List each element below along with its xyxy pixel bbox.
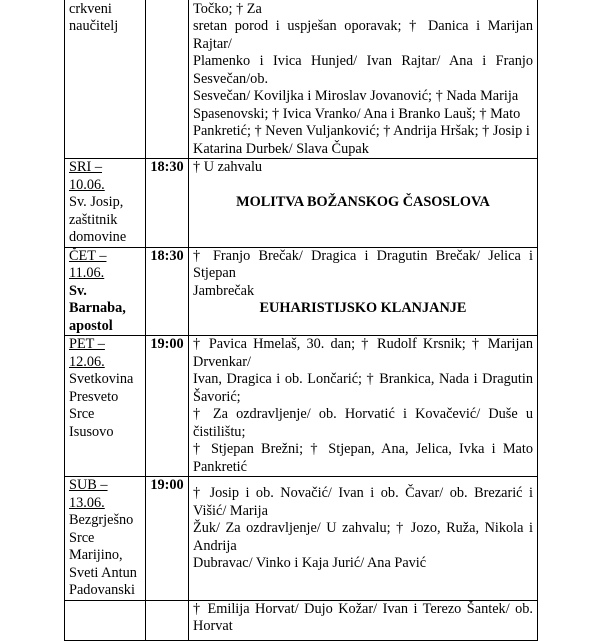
mass-time: 19:00 bbox=[146, 477, 189, 601]
intention-line: Katarina Durbek/ Slava Čupak bbox=[193, 140, 369, 157]
section-title: MOLITVA BOŽANSKOG ČASOSLOVA bbox=[236, 193, 490, 210]
day-cell bbox=[65, 159, 146, 248]
spacer bbox=[193, 477, 533, 485]
schedule-row bbox=[65, 247, 538, 336]
day-cell bbox=[65, 336, 146, 477]
day-cell bbox=[65, 0, 146, 159]
intentions-cell bbox=[189, 600, 538, 640]
mass-time: 18:30 bbox=[146, 247, 189, 336]
saint-name: Svetkovina Presveto Srce Isusovo bbox=[69, 371, 134, 440]
intention-line: Sesvečan/ Koviljka i Miroslav Jovanović; † Nada Marija bbox=[193, 88, 519, 104]
day-cell bbox=[65, 600, 146, 640]
intention-line: sretan porod i uspješan oporavak; † Danica i Marijan Rajtar/ bbox=[193, 18, 533, 52]
schedule-row bbox=[65, 477, 538, 601]
day-date: SRI – 10.06. bbox=[69, 159, 105, 193]
saint-name: Sv. Josip, zaštitnik domovine bbox=[69, 194, 127, 245]
intentions-cell bbox=[189, 0, 538, 159]
schedule-row bbox=[65, 336, 538, 477]
intention-line: Dubravac/ Vinko i Kaja Jurić/ Ana Pavić bbox=[193, 555, 427, 571]
saint-name: Bezgrješno Srce Marijino, Sveti Antun Padovanski bbox=[69, 512, 137, 598]
day-cell bbox=[65, 477, 146, 601]
intention-line: Žuk/ Za ozdravljenje/ U zahvalu; † Jozo, Ruža, Nikola i Andrija bbox=[193, 520, 533, 554]
intention-line: † Za ozdravljenje/ ob. Horvatić i Kovačević/ Duše u čistilištu; bbox=[193, 406, 533, 440]
mass-time: 19:00 bbox=[146, 336, 189, 477]
intentions-cell bbox=[189, 247, 538, 336]
schedule-row bbox=[65, 600, 538, 640]
schedule-body bbox=[65, 0, 538, 640]
mass-time bbox=[146, 600, 189, 640]
day-cell bbox=[65, 247, 146, 336]
schedule-row bbox=[65, 159, 538, 248]
intention-line: Jambrečak bbox=[193, 282, 255, 299]
intention-line: Pankretić; † Neven Vuljanković; † Andrija Hršak; † Josip i bbox=[193, 123, 530, 139]
intentions-cell bbox=[189, 336, 538, 477]
day-date: SUB – 13.06. bbox=[69, 477, 108, 511]
intention-line: Ivan, Dragica i ob. Lončarić; † Brankica, Nada i Dragutin Šavorić; bbox=[193, 371, 533, 405]
intentions-cell bbox=[189, 159, 538, 248]
day-date: PET – 12.06. bbox=[69, 336, 105, 370]
intention-line: Plamenko i Ivica Hunjed/ Ivan Rajtar/ Ana i Franjo Sesvečan/ob. bbox=[193, 53, 533, 87]
spacer bbox=[193, 177, 533, 194]
intention-line: † U zahvalu bbox=[193, 159, 263, 175]
mass-time: 18:30 bbox=[146, 159, 189, 248]
mass-schedule-table bbox=[64, 0, 538, 641]
section-title: EUHARISTIJSKO KLANJANJE bbox=[259, 300, 467, 316]
intention-line: Spasenovski; † Ivica Vranko/ Ana i Branko Lauš; † Mato bbox=[193, 105, 521, 122]
intention-line: † Josip i ob. Novačić/ Ivan i ob. Čavar/ ob. Brezarić i Višić/ Marija bbox=[193, 485, 533, 519]
intention-line: † Franjo Brečak/ Dragica i Dragutin Brečak/ Jelica i Stjepan bbox=[193, 247, 533, 281]
intention-line: † Pavica Hmelaš, 30. dan; † Rudolf Krsnik; † Marijan Drvenkar/ bbox=[193, 336, 533, 370]
day-date: ČET – 11.06. bbox=[69, 247, 107, 281]
saint-name: crkveni naučitelj bbox=[69, 0, 119, 34]
intention-line: † Emilija Horvat/ Dujo Kožar/ Ivan i Terezo Šantek/ ob. Horvat bbox=[193, 600, 533, 634]
mass-time bbox=[146, 0, 189, 159]
intentions-cell bbox=[189, 477, 538, 601]
intention-line: † Stjepan Brežni; † Stjepan, Ana, Jelica, Ivka i Mato Pankretić bbox=[193, 441, 533, 475]
saint-name: Sv. Barnaba, apostol bbox=[69, 282, 126, 334]
intention-line: Točko; † Za bbox=[193, 0, 262, 17]
schedule-row bbox=[65, 0, 538, 159]
